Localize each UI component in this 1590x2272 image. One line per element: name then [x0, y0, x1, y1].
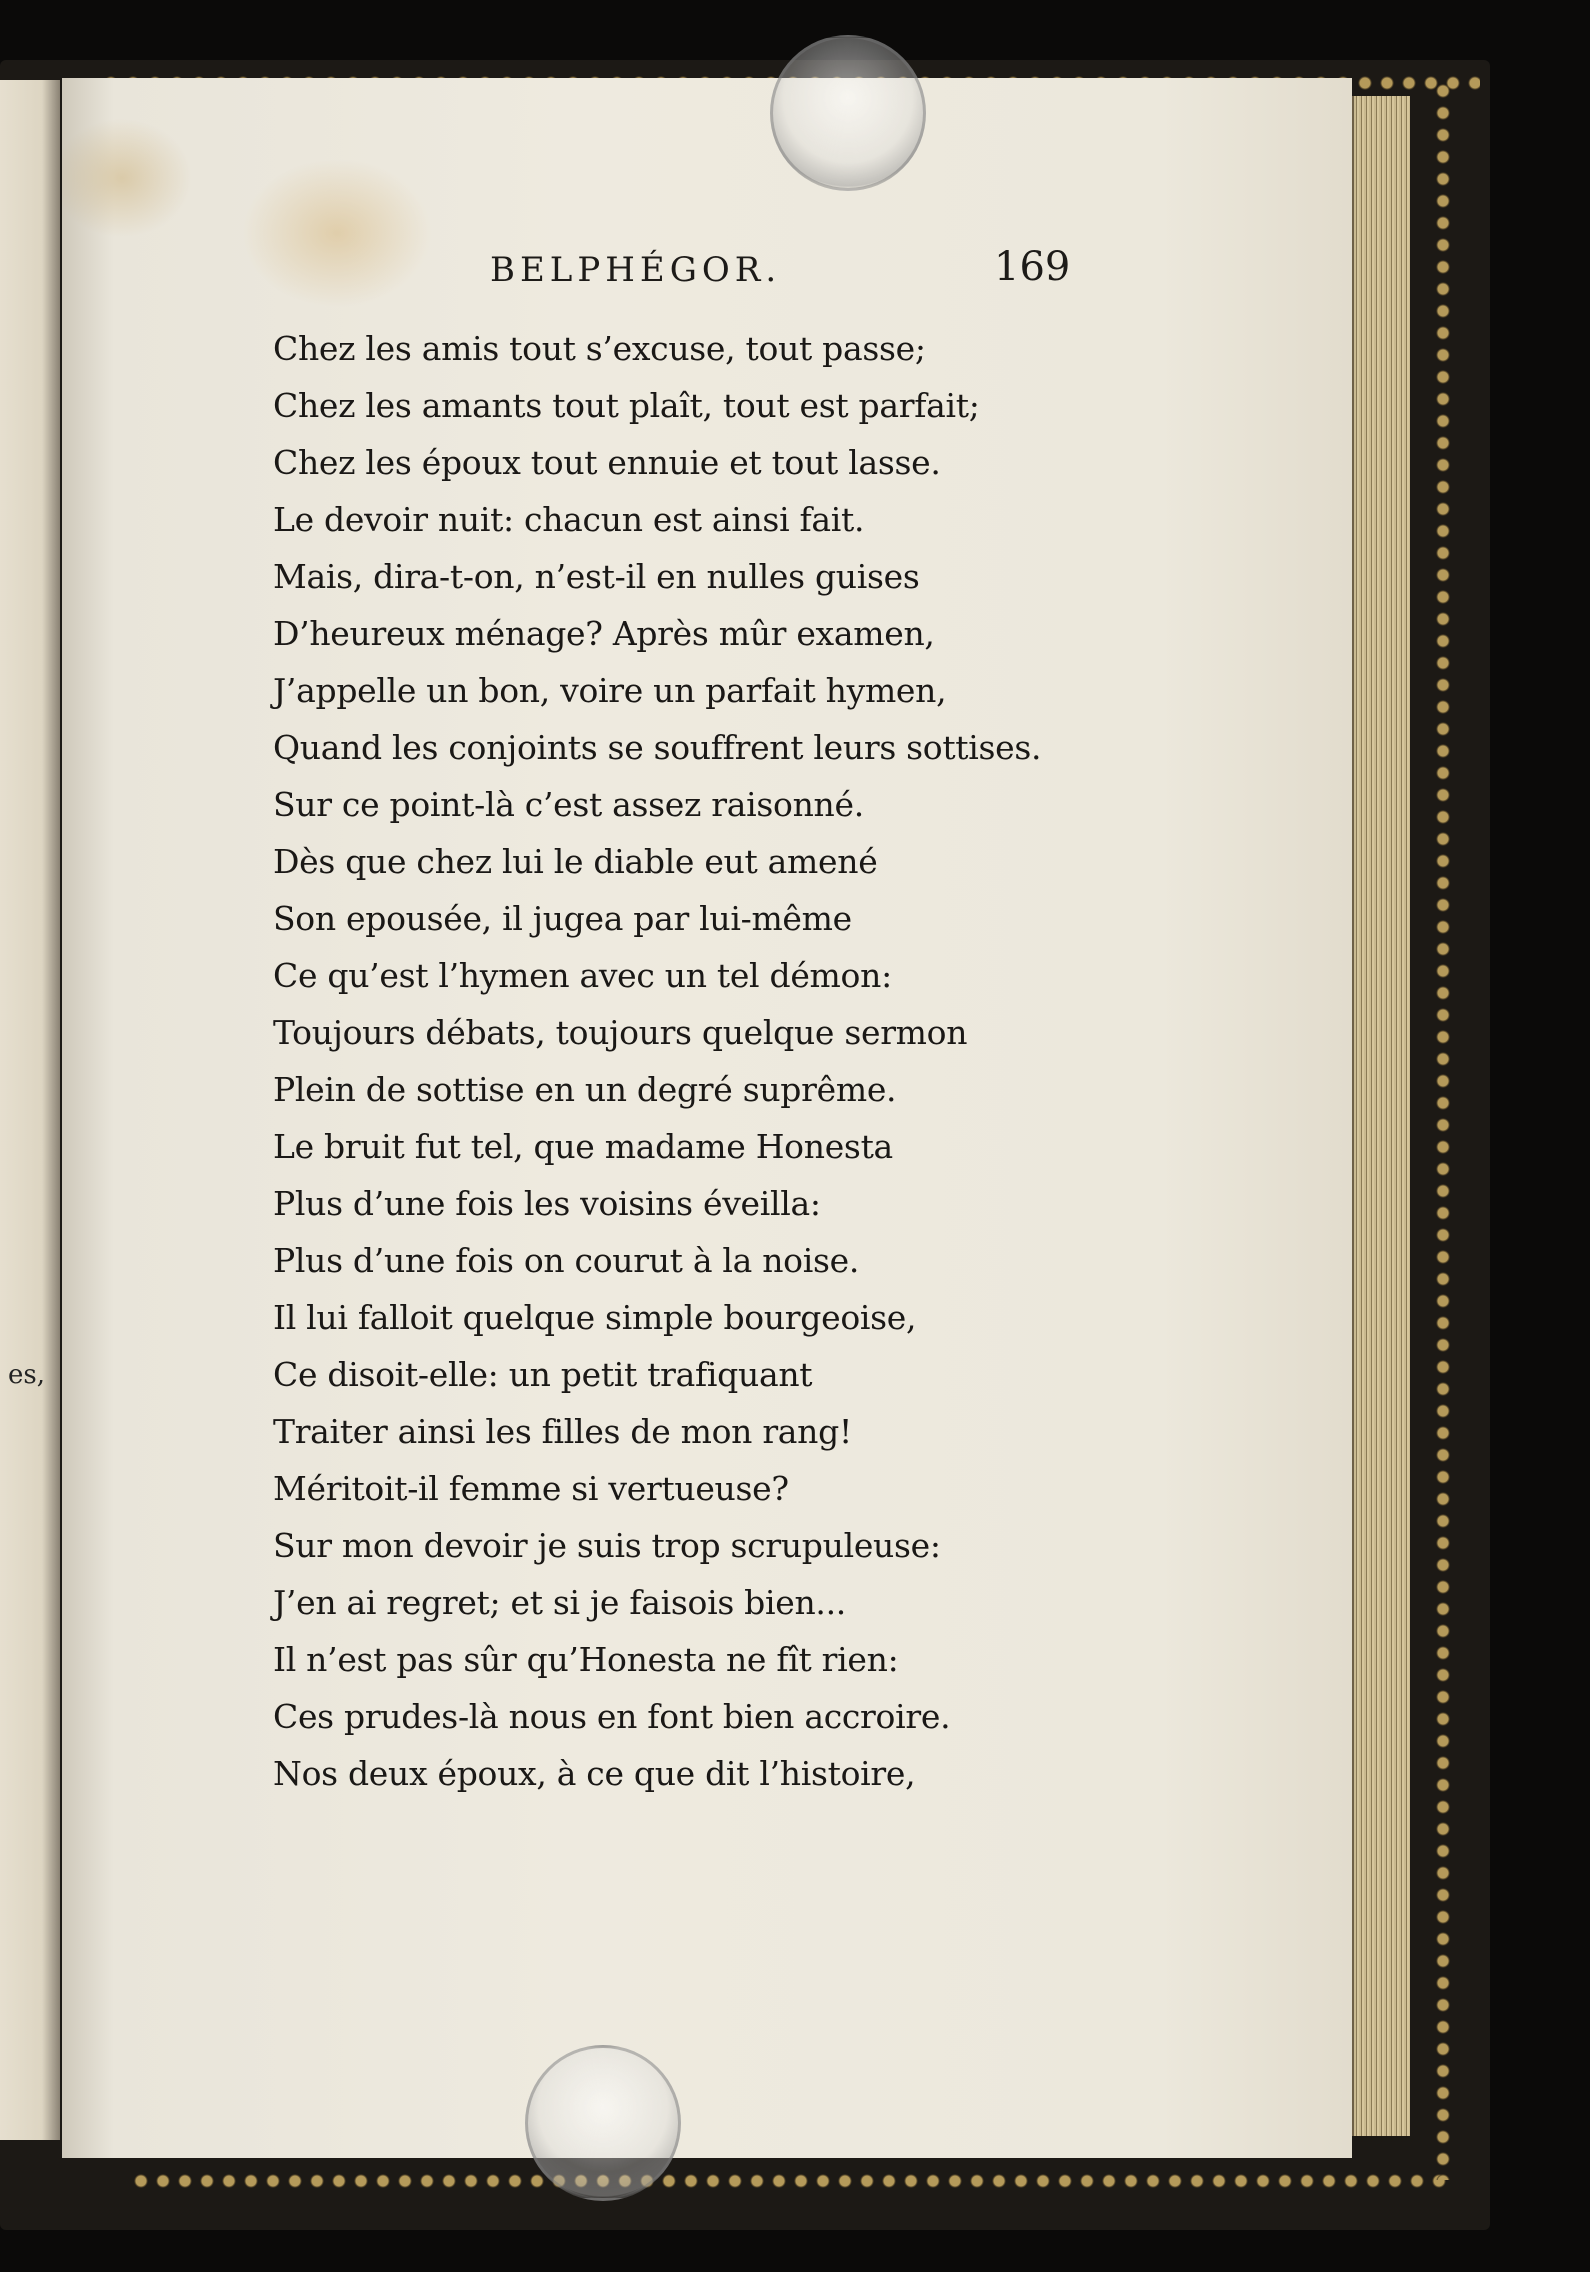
verse-line: Méritoit-il femme si vertueuse?: [273, 1469, 789, 1508]
verse-line: Chez les amants tout plaît, tout est parfait;: [273, 386, 980, 425]
verse-line: Mais, dira-t-on, n’est-il en nulles guises: [273, 557, 920, 596]
verse-line: Son epousée, il jugea par lui-même: [273, 899, 852, 938]
verse-line: Ces prudes-là nous en font bien accroire.: [273, 1697, 951, 1736]
verse-line: Sur mon devoir je suis trop scrupuleuse:: [273, 1526, 941, 1565]
page-number: 169: [994, 244, 1071, 290]
verse-line: Il lui falloit quelque simple bourgeoise,: [273, 1298, 917, 1337]
foxing-stain: [62, 118, 192, 238]
left-page-edge: [0, 80, 60, 2140]
verse-text: [273, 320, 1173, 1802]
verse-line: Traiter ainsi les filles de mon rang!: [273, 1412, 852, 1451]
verse-line: Le bruit fut tel, que madame Honesta: [273, 1127, 893, 1166]
verse-line: Ce qu’est l’hymen avec un tel démon:: [273, 956, 892, 995]
page-block-edge: [1352, 96, 1410, 2136]
verse-line: Chez les amis tout s’excuse, tout passe;: [273, 329, 926, 368]
bottom-bead-border: [130, 2170, 1450, 2192]
right-bead-border: [1432, 80, 1454, 2180]
page-clip: [525, 2045, 681, 2201]
verse-line: D’heureux ménage? Après mûr examen,: [273, 614, 935, 653]
verse-line: Il n’est pas sûr qu’Honesta ne fît rien:: [273, 1640, 899, 1679]
verse-line: Plus d’une fois les voisins éveilla:: [273, 1184, 821, 1223]
verse-line: Toujours débats, toujours quelque sermon: [273, 1013, 968, 1052]
verse-line: Sur ce point-là c’est assez raisonné.: [273, 785, 864, 824]
verse-line: J’appelle un bon, voire un parfait hymen,: [273, 671, 947, 710]
verse-line: Ce disoit-elle: un petit trafiquant: [273, 1355, 813, 1394]
page-clip: [770, 35, 926, 191]
verse-line: J’en ai regret; et si je faisois bien...: [273, 1583, 846, 1622]
verse-line: Plein de sottise en un degré suprême.: [273, 1070, 897, 1109]
left-page-fragment: es,: [8, 1360, 45, 1390]
verse-line: Chez les époux tout ennuie et tout lasse.: [273, 443, 941, 482]
running-head: BELPHÉGOR.: [490, 250, 782, 290]
verse-line: Nos deux époux, à ce que dit l’histoire,: [273, 1754, 916, 1793]
verse-line: Plus d’une fois on courut à la noise.: [273, 1241, 860, 1280]
verse-line: Quand les conjoints se souffrent leurs sottises.: [273, 728, 1042, 767]
foxing-stain: [242, 158, 432, 308]
verse-line: Le devoir nuit: chacun est ainsi fait.: [273, 500, 865, 539]
verse-line: Dès que chez lui le diable eut amené: [273, 842, 878, 881]
